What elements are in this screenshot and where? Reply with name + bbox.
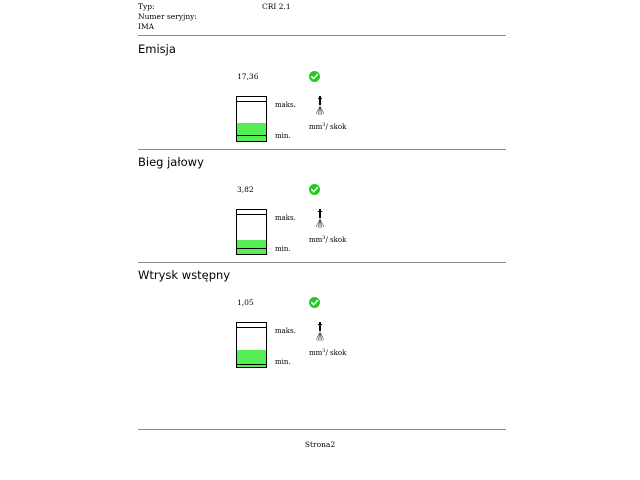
injector-icon (314, 209, 326, 229)
typ-label: Typ: (138, 2, 155, 11)
min-label: min. (275, 358, 291, 366)
gauge-max-line (237, 327, 266, 328)
typ-value: CRI 2.1 (262, 2, 291, 11)
injector-icon (314, 96, 326, 116)
gauge-fill (237, 240, 266, 254)
unit-label: $mm^3/$ skok (309, 235, 347, 244)
section-emisja (0, 36, 640, 149)
section-title: Emisja (138, 42, 176, 56)
gauge-fill (237, 123, 266, 141)
section-bieg-jalowy (0, 149, 640, 262)
max-label: maks. (275, 101, 296, 109)
level-gauge (236, 209, 267, 255)
check-icon (309, 297, 320, 308)
page-number: Strona2 (304, 440, 336, 449)
injector-icon (314, 322, 326, 342)
gauge-min-line (237, 248, 266, 249)
unit-label: $mm^3/$ skok (309, 348, 347, 357)
section-title: Bieg jałowy (138, 155, 204, 169)
check-icon (309, 184, 320, 195)
gauge-min-line (237, 135, 266, 136)
level-gauge (236, 322, 267, 368)
section-title: Wtrysk wstępny (138, 268, 231, 282)
max-label: maks. (275, 214, 296, 222)
measured-value: 3,82 (237, 185, 254, 194)
unit-label: $mm^3/$ skok (309, 122, 347, 131)
footer-divider (138, 429, 506, 430)
ima-label: IMA (138, 22, 155, 31)
level-gauge (236, 96, 267, 142)
section-wtrysk-wstepny (0, 262, 640, 375)
check-icon (309, 71, 320, 82)
measured-value: 17,36 (237, 72, 259, 81)
gauge-min-line (237, 364, 266, 365)
gauge-max-line (237, 101, 266, 102)
serial-label: Numer seryjny: (138, 12, 197, 21)
min-label: min. (275, 245, 291, 253)
max-label: maks. (275, 327, 296, 335)
gauge-max-line (237, 214, 266, 215)
min-label: min. (275, 132, 291, 140)
measured-value: 1,05 (237, 298, 254, 307)
